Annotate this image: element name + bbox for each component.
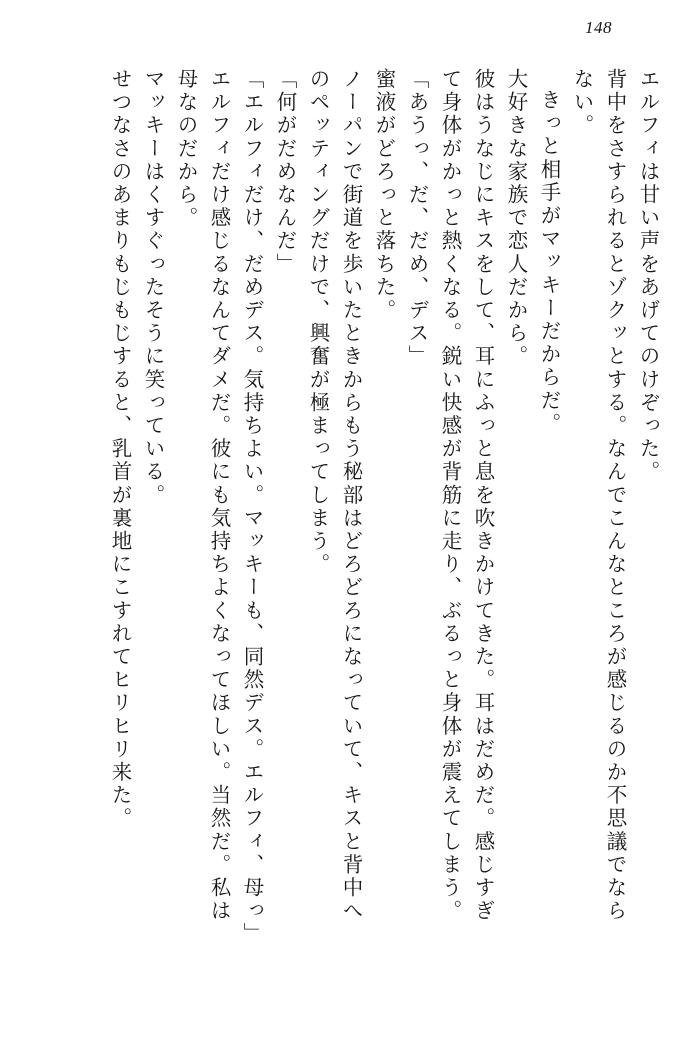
text-column: ない。 xyxy=(570,68,594,138)
text-column: 「あうっ、だ、だめ、デス」 xyxy=(405,68,429,369)
text-column: 大好きな家族で恋人だから。 xyxy=(504,68,528,369)
text-column: 蜜液がどろっと落ちた。 xyxy=(372,68,396,323)
text-column: のペッティングだけで、興奮が極まってしまう。 xyxy=(306,68,330,577)
page-number: 148 xyxy=(585,18,612,37)
text-column: せつなさのあまりもじもじすると、乳首が裏地にこすれてヒリヒリ来た。 xyxy=(108,68,132,831)
text-column: 彼はうなじにキスをして、耳にふっと息を吹きかけてきた。耳はだめだ。感じすぎ xyxy=(471,68,495,923)
text-column: マッキーはくすぐったそうに笑っている。 xyxy=(141,68,165,507)
text-column: 母なのだから。 xyxy=(174,68,198,230)
text-column: 背中をさすられるとゾクッとする。なんでこんなところが感じるのか不思議でなら xyxy=(603,68,627,923)
text-column: ノーパンで街道を歩いたときからもう秘部はどろどろになっていて、キスと背中へ xyxy=(339,68,363,923)
vertical-text-body xyxy=(42,68,658,993)
text-column: 「エルフィだけ、だめデス。気持ちよい。マッキーも、同然デス。エルフィ、母っ」 xyxy=(240,68,264,946)
text-column: エルフィは甘い声をあげてのけぞった。 xyxy=(636,68,660,484)
text-column: きっと相手がマッキーだからだ。 xyxy=(537,89,561,436)
text-column: て身体がかっと熱くなる。鋭い快感が背筋に走り、ぶるっと身体が震えてしまう。 xyxy=(438,68,462,923)
text-column: 「何がだめなんだ」 xyxy=(273,68,297,276)
text-column: エルフィだけ感じるなんてダメだ。彼にも気持ちよくなってほしい。当然だ。私は xyxy=(207,68,231,923)
